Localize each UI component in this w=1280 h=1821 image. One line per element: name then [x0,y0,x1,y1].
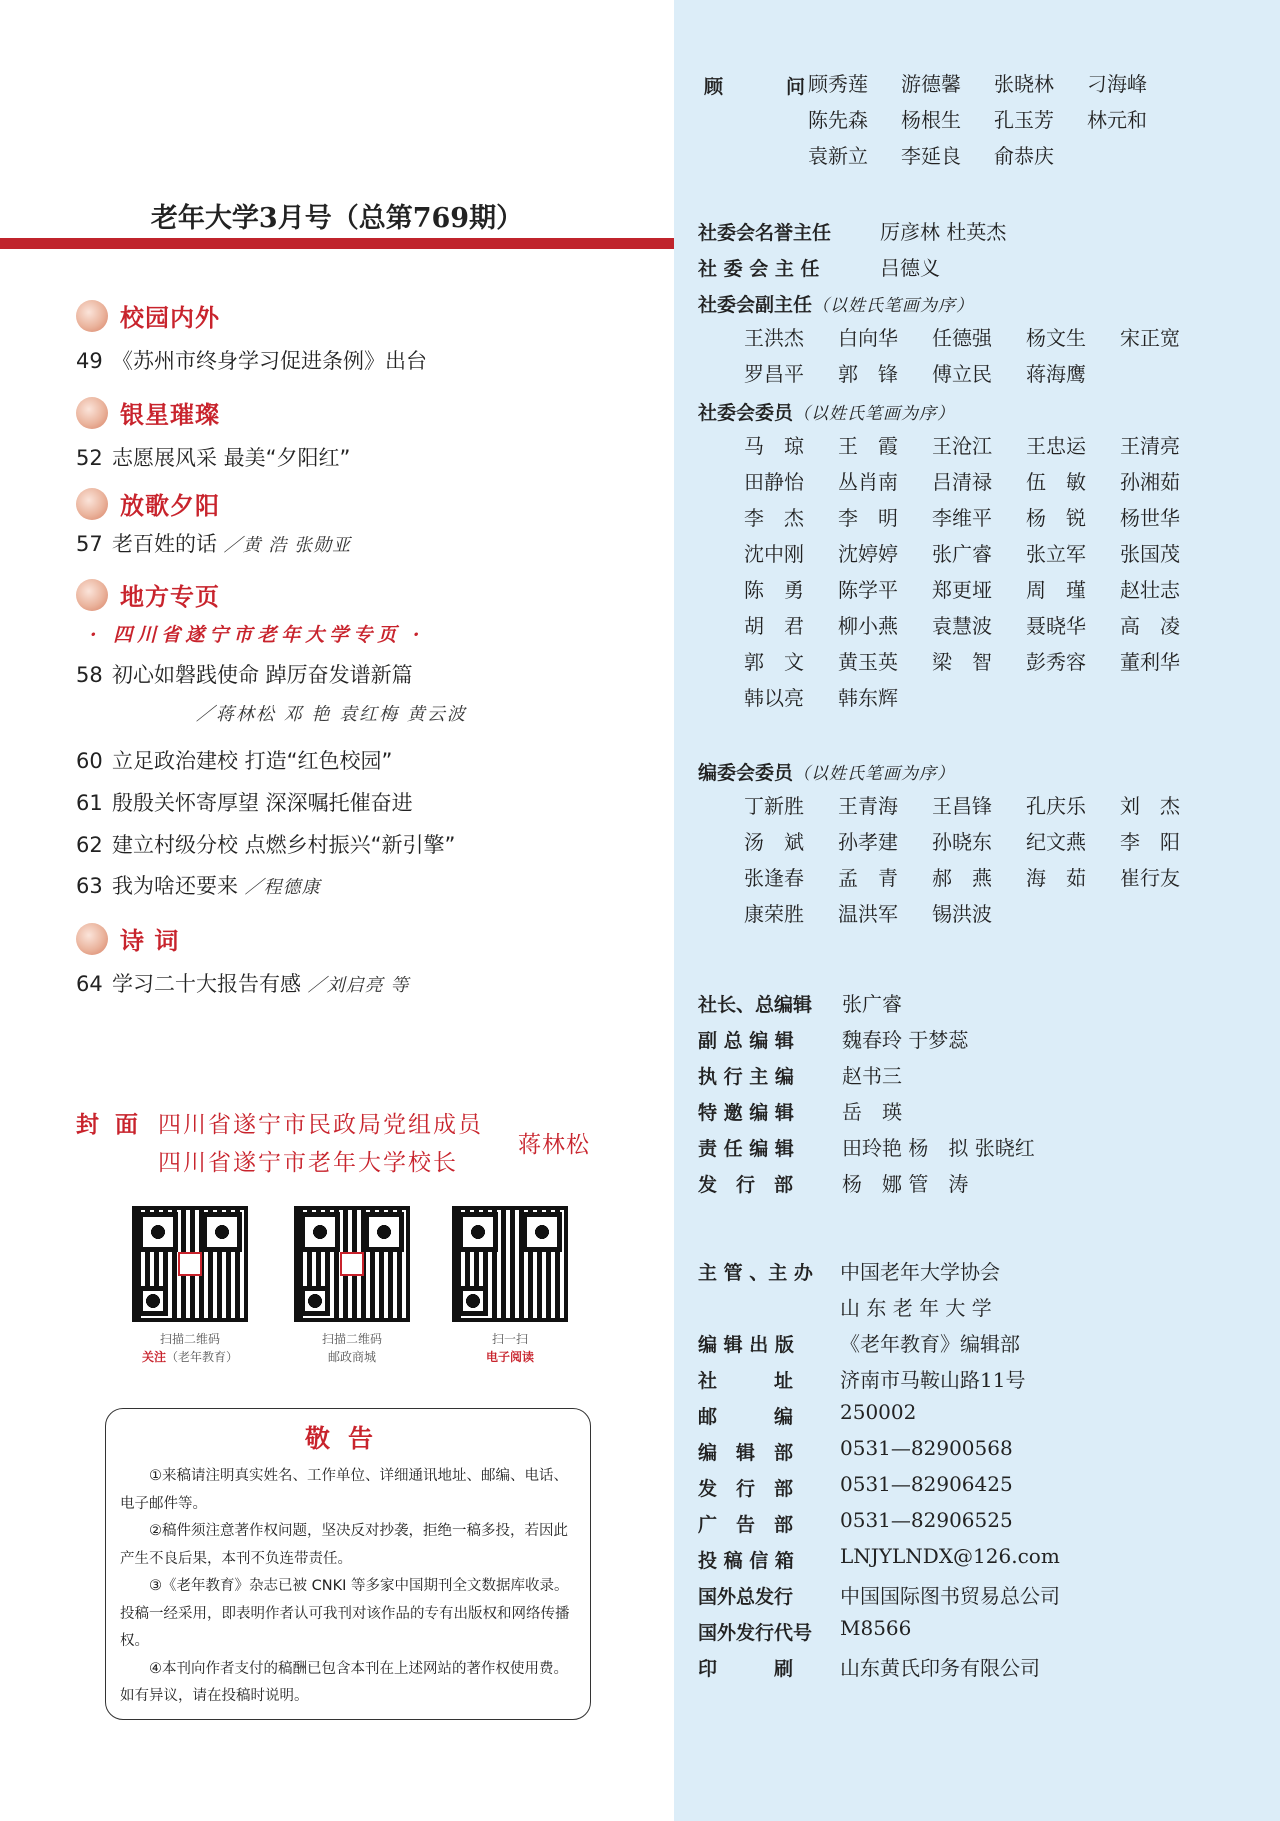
toc-title: 立足政治建校 打造“红色校园” [112,749,393,773]
toc-item[interactable] [76,345,427,375]
info-value: 杨 娜 管 涛 [842,1172,969,1196]
honorary-names: 厉彦林 杜英杰 [880,220,1007,244]
toc-title: 我为啥还要来 [112,874,238,898]
toc-item[interactable] [76,745,392,775]
cover-person-name: 蒋林松 [518,1132,590,1158]
info-label: 邮 编 [698,1406,794,1428]
toc-author: ／刘启亮 等 [307,975,410,996]
person-name: 白向华 [838,326,898,350]
qr-caption: 扫描二维码 关注（老年教育） [141,1332,239,1364]
qr-code-icon [452,1206,568,1322]
info-value: 0531—82906425 [840,1472,1013,1496]
masthead-column [674,0,1280,1821]
cover-label: 封 面 [76,1112,143,1138]
toc-item[interactable] [76,968,409,998]
director-name: 吕德义 [880,256,940,280]
toc-page: 62 [76,833,103,857]
honorary-label: 社委会名誉主任 [698,222,832,244]
info-label: 编 辑 出 版 [698,1334,794,1356]
notice-body [106,1455,590,1711]
section-silver-stars [76,395,220,430]
toc-title: 学习二十大报告有感 [112,972,301,996]
vice-director-list [744,320,1214,392]
section-bullet-icon [76,579,108,611]
person-name: 梁 智 [932,650,992,674]
info-label: 国外发行代号 [698,1622,813,1644]
toc-page: 58 [76,663,103,687]
section-subtitle: · 四川省遂宁市老年大学专页 · [90,624,425,646]
person-name: 李 杰 [744,506,804,530]
toc-item[interactable] [76,787,413,817]
toc-author: ／程德康 [244,877,321,898]
person-name: 张广睿 [932,542,992,566]
person-name: 沈中刚 [744,542,804,566]
person-name: 杨世华 [1120,506,1180,530]
info-value: 《老年教育》编辑部 [840,1332,1020,1356]
info-value: M8566 [840,1616,912,1640]
qr-caption: 扫一扫 电子阅读 [485,1332,534,1364]
toc-item[interactable] [76,442,350,472]
toc-title: 初心如磐践使命 踔厉奋发谱新篇 [112,663,413,687]
person-name: 孙湘茹 [1120,470,1180,494]
cover-caption-line: 四川省遂宁市民政局党组成员 [158,1112,483,1138]
info-label: 发 行 部 [698,1174,794,1196]
toc-page: 61 [76,791,103,815]
advisors-list [808,66,1180,174]
info-value: 山 东 老 年 大 学 [840,1296,992,1320]
section-local [76,577,220,612]
qr-postal-mall[interactable] [292,1206,412,1366]
toc-author: ／蒋林松 邓 艳 袁红梅 黄云波 [196,704,467,725]
editorial-label: 编委会委员（以姓氏笔画为序） [698,762,956,784]
toc-item[interactable] [76,829,455,859]
person-name: 陈 勇 [744,578,804,602]
section-bullet-icon [76,923,108,955]
section-title: 地方专页 [120,583,220,611]
person-name: 张国茂 [1120,542,1180,566]
notice-paragraph: ②稿件须注意著作权问题，坚决反对抄袭，拒绝一稿多投，若因此产生不良后果，本刊不负连带责任。 [120,1523,568,1567]
toc-author: ／黄 浩 张勋亚 [223,535,352,556]
info-value: 赵书三 [842,1064,902,1088]
person-name: 孙晓东 [932,830,992,854]
info-label: 国外总发行 [698,1586,794,1608]
person-name: 韩东辉 [838,686,898,710]
person-name: 蒋海鹰 [1026,362,1086,386]
person-name: 张立军 [1026,542,1086,566]
person-name: 郭 文 [744,650,804,674]
person-name: 丁新胜 [744,794,804,818]
person-name: 伍 敏 [1026,470,1086,494]
info-value: 魏春玲 于梦蕊 [842,1028,969,1052]
info-value: 张广睿 [842,992,902,1016]
section-bullet-icon [76,397,108,429]
toc-page: 52 [76,446,103,470]
info-label: 责 任 编 辑 [698,1138,794,1160]
section-title: 诗 词 [120,927,180,955]
notice-box [105,1408,591,1720]
order-note: （以姓氏笔画为序） [793,404,956,424]
qr-caption: 扫描二维码 邮政商城 [321,1332,382,1364]
members-label: 社委会委员（以姓氏笔画为序） [698,402,956,424]
person-name: 黄玉英 [838,650,898,674]
info-label: 副 总 编 辑 [698,1030,794,1052]
section-bullet-icon [76,488,108,520]
order-note: （以姓氏笔画为序） [812,296,975,316]
person-name: 林元和 [1087,108,1147,132]
info-label: 特 邀 编 辑 [698,1102,794,1124]
person-name: 王沧江 [932,434,992,458]
person-name: 李 明 [838,506,898,530]
person-name: 高 凌 [1120,614,1180,638]
person-name: 俞恭庆 [994,144,1054,168]
section-title: 银星璀璨 [120,401,220,429]
person-name: 吕清禄 [932,470,992,494]
person-name: 傅立民 [932,362,992,386]
person-name: 李 阳 [1120,830,1180,854]
person-name: 顾秀莲 [808,72,868,96]
info-value: 250002 [840,1400,917,1424]
qr-e-reading[interactable] [450,1206,570,1366]
person-name: 杨 锐 [1026,506,1086,530]
person-name: 沈婷婷 [838,542,898,566]
person-name: 赵壮志 [1120,578,1180,602]
notice-paragraph: ③《老年教育》杂志已被 CNKI 等多家中国期刊全文数据库收录。投稿一经采用，即表明作者认可我刊对该作品的专有出版权和网络传播权。 [120,1578,570,1649]
info-label: 社长、总编辑 [698,994,813,1016]
toc-item[interactable] [76,870,321,900]
person-name: 张逢春 [744,866,804,890]
person-name: 罗昌平 [744,362,804,386]
issue-title: 老年大学3月号（总第769期） [150,203,524,234]
toc-title: 《苏州市终身学习促进条例》出台 [112,349,427,373]
info-label: 社 址 [698,1370,794,1392]
cover-caption-line: 四川省遂宁市老年大学校长 [158,1150,458,1176]
notice-paragraph: ④本刊向作者支付的稿酬已包含本刊在上述网站的著作权使用费。如有异议，请在投稿时说明。 [120,1660,568,1704]
advisors-label: 顾 问 [704,76,828,98]
info-value: 0531—82906525 [840,1508,1013,1532]
vice-director-label: 社委会副主任（以姓氏笔画为序） [698,294,975,316]
info-label: 投 稿 信 箱 [698,1550,794,1572]
toc-page: 63 [76,874,103,898]
person-name: 袁新立 [808,144,868,168]
person-name: 王昌锋 [932,794,992,818]
toc-item[interactable] [76,659,413,689]
person-name: 任德强 [932,326,992,350]
person-name: 郭 锋 [838,362,898,386]
title-divider [0,238,674,249]
person-name: 海 茹 [1026,866,1086,890]
info-value: 山东黄氏印务有限公司 [840,1656,1040,1680]
members-list [744,428,1214,716]
toc-title: 殷殷关怀寄厚望 深深嘱托催奋进 [112,791,413,815]
director-label: 社 委 会 主 任 [698,258,820,280]
qr-code-icon [132,1206,248,1322]
section-poetry [76,921,179,956]
person-name: 韩以亮 [744,686,804,710]
notice-title: 敬告 [304,1424,391,1453]
section-bullet-icon [76,300,108,332]
person-name: 郑更垭 [932,578,992,602]
section-title: 校园内外 [120,304,220,332]
person-name: 王洪杰 [744,326,804,350]
qr-follow[interactable] [130,1206,250,1366]
person-name: 王忠运 [1026,434,1086,458]
info-value: 田玲艳 杨 拟 张晓红 [842,1136,1035,1160]
toc-page: 60 [76,749,103,773]
info-value: 中国老年大学协会 [840,1260,1000,1284]
person-name: 刁海峰 [1087,72,1147,96]
person-name: 彭秀容 [1026,650,1086,674]
info-value: LNJYLNDX@126.com [840,1544,1060,1568]
info-value: 济南市马鞍山路11号 [840,1368,1026,1392]
person-name: 王 霞 [838,434,898,458]
person-name: 温洪军 [838,902,898,926]
toc-page: 49 [76,349,103,373]
person-name: 崔行友 [1120,866,1180,890]
person-name: 王青海 [838,794,898,818]
info-label: 编 辑 部 [698,1442,794,1464]
toc-page: 57 [76,532,103,556]
section-sunset-songs [76,486,220,521]
person-name: 锡洪波 [932,902,992,926]
person-name: 孙孝建 [838,830,898,854]
toc-title: 建立村级分校 点燃乡村振兴“新引擎” [112,833,456,857]
notice-paragraph: ①来稿请注明真实姓名、工作单位、详细通讯地址、邮编、电话、电子邮件等。 [120,1468,568,1512]
toc-title: 志愿展风采 最美“夕阳红” [112,446,351,470]
section-title: 放歌夕阳 [120,492,220,520]
section-campus [76,298,220,333]
person-name: 陈先森 [808,108,868,132]
person-name: 汤 斌 [744,830,804,854]
toc-item[interactable] [76,528,351,558]
person-name: 刘 杰 [1120,794,1180,818]
person-name: 田静怡 [744,470,804,494]
person-name: 宋正宽 [1120,326,1180,350]
person-name: 柳小燕 [838,614,898,638]
info-label: 主 管 、主 办 [698,1262,813,1284]
person-name: 郝 燕 [932,866,992,890]
person-name: 孟 青 [838,866,898,890]
order-note: （以姓氏笔画为序） [793,764,956,784]
info-label: 发 行 部 [698,1478,794,1500]
person-name: 杨文生 [1026,326,1086,350]
person-name: 丛肖南 [838,470,898,494]
info-value: 中国国际图书贸易总公司 [840,1584,1060,1608]
info-label: 执 行 主 编 [698,1066,794,1088]
qr-code-icon [294,1206,410,1322]
person-name: 纪文燕 [1026,830,1086,854]
person-name: 聂晓华 [1026,614,1086,638]
info-value: 0531—82900568 [840,1436,1013,1460]
person-name: 周 瑾 [1026,578,1086,602]
info-label: 广 告 部 [698,1514,794,1536]
person-name: 李延良 [901,144,961,168]
person-name: 孔庆乐 [1026,794,1086,818]
person-name: 胡 君 [744,614,804,638]
info-label: 印 刷 [698,1658,794,1680]
toc-page: 64 [76,972,103,996]
person-name: 陈学平 [838,578,898,602]
person-name: 孔玉芳 [994,108,1054,132]
editorial-list [744,788,1214,932]
person-name: 游德馨 [901,72,961,96]
person-name: 马 琼 [744,434,804,458]
person-name: 杨根生 [901,108,961,132]
person-name: 王清亮 [1120,434,1180,458]
toc-title: 老百姓的话 [112,532,217,556]
info-value: 岳 瑛 [842,1100,902,1124]
person-name: 张晓林 [994,72,1054,96]
person-name: 李维平 [932,506,992,530]
person-name: 袁慧波 [932,614,992,638]
person-name: 康荣胜 [744,902,804,926]
person-name: 董利华 [1120,650,1180,674]
